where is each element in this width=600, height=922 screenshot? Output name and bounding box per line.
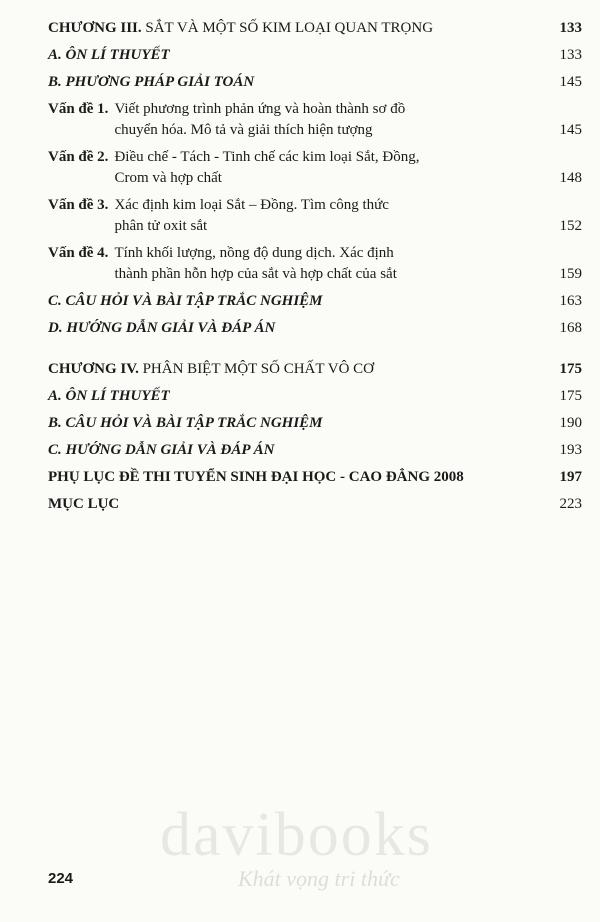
section-label: D. HƯỚNG DẪN GIẢI VÀ ĐÁP ÁN [48, 320, 276, 336]
section-label: C. CÂU HỎI VÀ BÀI TẬP TRẮC NGHIỆM [48, 293, 323, 309]
page-number: 163 [559, 293, 582, 309]
chapter-number: CHƯƠNG III. [48, 20, 142, 36]
toc-appendix[interactable] [48, 467, 582, 488]
page-number: 148 [559, 170, 582, 186]
spacer [48, 345, 582, 359]
toc-problem-1[interactable] [48, 99, 582, 141]
page-number: 223 [559, 496, 582, 512]
section-label: A. ÔN LÍ THUYẾT [48, 388, 170, 404]
toc-problem-2[interactable] [48, 147, 582, 189]
toc-chapter-4[interactable] [48, 359, 582, 380]
problem-head: Vấn đề 3. [48, 197, 109, 213]
page-number: 152 [559, 218, 582, 234]
appendix-title: PHỤ LỤC ĐỀ THI TUYỂN SINH ĐẠI HỌC - CAO ĐẲNG 2008 [48, 469, 464, 485]
problem-head: Vấn đề 1. [48, 101, 109, 117]
chapter-number: CHƯƠNG IV. [48, 361, 139, 377]
toc-problem-3[interactable] [48, 195, 582, 237]
page-number: 133 [559, 20, 582, 36]
page-number: 168 [559, 320, 582, 336]
page-number: 193 [559, 442, 582, 458]
section-label: B. PHƯƠNG PHÁP GIẢI TOÁN [48, 74, 255, 90]
watermark-brand: davibooks [160, 801, 433, 869]
section-label: C. HƯỚNG DẪN GIẢI VÀ ĐÁP ÁN [48, 442, 275, 458]
section-label: B. CÂU HỎI VÀ BÀI TẬP TRẮC NGHIỆM [48, 415, 323, 431]
footer-page-number: 224 [48, 870, 74, 887]
page-number: 175 [559, 361, 582, 377]
toc-section[interactable] [48, 45, 582, 66]
problem-line: Crom và hợp chất [114, 170, 222, 186]
page-number: 145 [559, 122, 582, 138]
problem-line: Viết phương trình phản ứng và hoàn thành sơ đồ [114, 101, 406, 117]
problem-line: Điều chế - Tách - Tinh chế các kim loại Sắt, Đồng, [114, 149, 420, 165]
toc-section[interactable] [48, 291, 582, 312]
page-number: 145 [559, 74, 582, 90]
toc-section[interactable] [48, 386, 582, 407]
problem-line: chuyển hóa. Mô tả và giải thích hiện tượng [114, 122, 373, 138]
toc-section[interactable] [48, 318, 582, 339]
toc-section[interactable] [48, 440, 582, 461]
problem-head: Vấn đề 2. [48, 149, 109, 165]
toc-chapter-3[interactable] [48, 18, 582, 39]
page-number: 175 [559, 388, 582, 404]
toc-problem-4[interactable] [48, 243, 582, 285]
section-label: A. ÔN LÍ THUYẾT [48, 47, 170, 63]
toc-section[interactable] [48, 413, 582, 434]
chapter-title: SẮT VÀ MỘT SỐ KIM LOẠI QUAN TRỌNG [145, 20, 434, 36]
toc-contents[interactable] [48, 494, 582, 515]
problem-line: Tính khối lượng, nồng độ dung dịch. Xác định [114, 245, 394, 261]
problem-head: Vấn đề 4. [48, 245, 109, 261]
problem-line: Xác định kim loại Sắt – Đồng. Tìm công thức [114, 197, 389, 213]
watermark-tagline: Khát vọng tri thức [238, 866, 400, 891]
problem-line: phân tử oxit sắt [114, 218, 208, 234]
page-number: 159 [559, 266, 582, 282]
toc-section[interactable] [48, 72, 582, 93]
page-number: 133 [559, 47, 582, 63]
table-of-contents [48, 18, 582, 521]
contents-title: MỤC LỤC [48, 496, 120, 512]
chapter-title: PHÂN BIỆT MỘT SỐ CHẤT VÔ CƠ [142, 361, 375, 377]
page-number: 190 [559, 415, 582, 431]
problem-line: thành phần hỗn hợp của sắt và hợp chất của sắt [114, 266, 397, 282]
page-number: 197 [559, 469, 582, 485]
